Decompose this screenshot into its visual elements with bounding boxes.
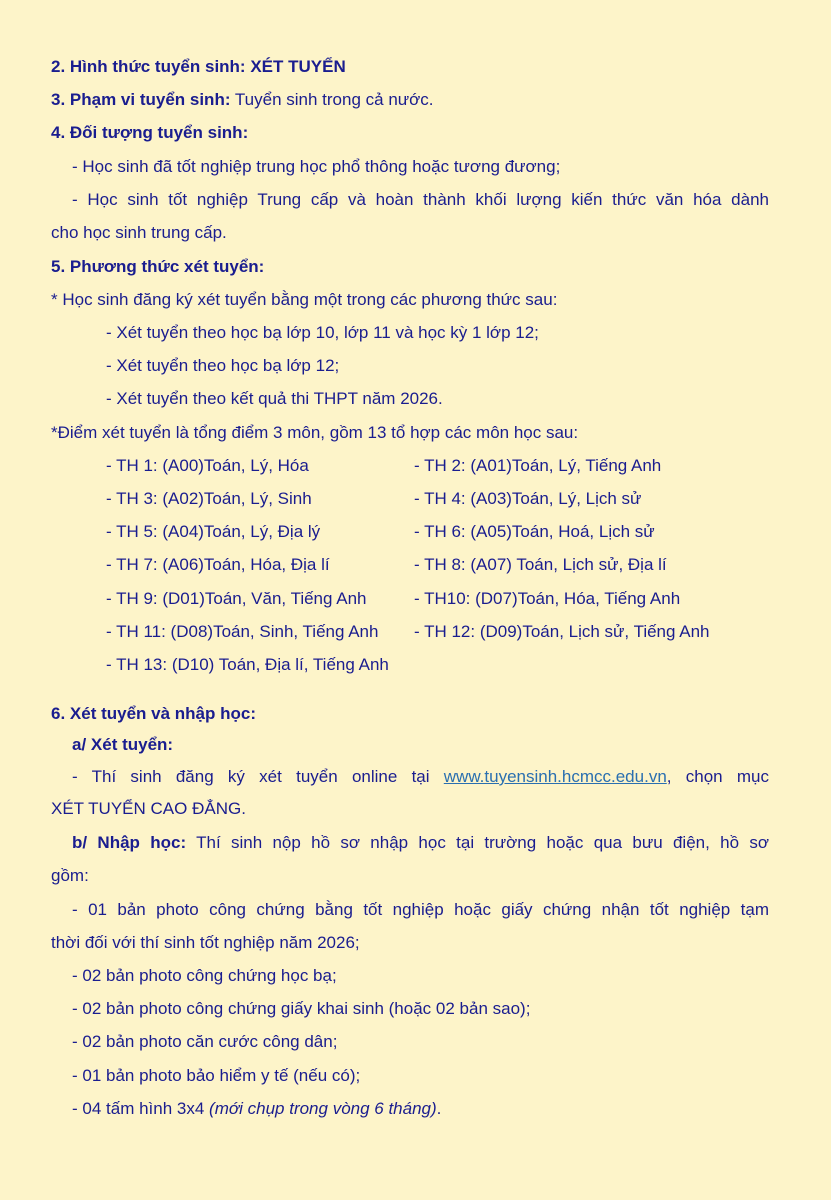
- section-5-intro: * Học sinh đăng ký xét tuyển bằng một trong các phương thức sau:: [51, 290, 558, 309]
- subsection-a-text-post: , chọn mục: [666, 767, 769, 786]
- document-item-1-line-2: thời đối với thí sinh tốt nghiệp năm 2026;: [51, 933, 360, 952]
- combo-item: - TH 4: (A03)Toán, Lý, Lịch sử: [414, 489, 642, 508]
- subsection-a-text-pre: - Thí sinh đăng ký xét tuyển online tại: [72, 767, 444, 786]
- score-intro: *Điểm xét tuyển là tổng điểm 3 môn, gồm 13 tổ hợp các môn học sau:: [51, 423, 579, 442]
- method-item: - Xét tuyển theo học bạ lớp 12;: [106, 356, 340, 375]
- section-4-item-1: - Học sinh đã tốt nghiệp trung học phổ thông hoặc tương đương;: [72, 157, 561, 176]
- registration-link[interactable]: www.tuyensinh.hcmcc.edu.vn: [443, 767, 667, 786]
- document-item-photo: [72, 1099, 441, 1119]
- subsection-b-text: Thí sinh nộp hồ sơ nhập học tại trường hoặc qua bưu điện, hồ sơ: [186, 833, 769, 852]
- combo-item: - TH 12: (D09)Toán, Lịch sử, Tiếng Anh: [414, 622, 710, 641]
- section-5-heading: 5. Phương thức xét tuyển:: [51, 257, 265, 276]
- combo-item: - TH 5: (A04)Toán, Lý, Địa lý: [106, 522, 321, 541]
- section-4-item-2-line-1: - Học sinh tốt nghiệp Trung cấp và hoàn thành khối lượng kiến thức văn hóa dành: [72, 190, 769, 209]
- combo-item: - TH 11: (D08)Toán, Sinh, Tiếng Anh: [106, 622, 379, 641]
- subsection-a-text-line-2: XÉT TUYỂN CAO ĐẲNG.: [51, 799, 246, 818]
- combo-item: - TH 1: (A00)Toán, Lý, Hóa: [106, 456, 309, 475]
- subsection-b-heading: b/ Nhập học:: [72, 833, 187, 852]
- section-3-text: Tuyển sinh trong cả nước.: [230, 90, 434, 109]
- section-4-item-2-line-2: cho học sinh trung cấp.: [51, 223, 227, 242]
- combo-item: - TH 8: (A07) Toán, Lịch sử, Địa lí: [414, 555, 667, 574]
- section-3-heading: 3. Phạm vi tuyển sinh:: [51, 90, 231, 109]
- combo-item: - TH 3: (A02)Toán, Lý, Sinh: [106, 489, 312, 508]
- section-2-heading: 2. Hình thức tuyển sinh: XÉT TUYỂN: [51, 57, 346, 76]
- subsection-b-text-line-2: gồm:: [51, 866, 89, 885]
- section-4-heading: 4. Đối tượng tuyển sinh:: [51, 123, 249, 142]
- document-item-photo-end: .: [436, 1099, 442, 1118]
- subsection-b: [72, 833, 769, 853]
- combo-item: - TH 2: (A01)Toán, Lý, Tiếng Anh: [414, 456, 662, 475]
- combo-item: - TH 13: (D10) Toán, Địa lí, Tiếng Anh: [106, 655, 389, 674]
- combo-item: - TH 9: (D01)Toán, Văn, Tiếng Anh: [106, 589, 367, 608]
- document-item-photo-note: (mới chụp trong vòng 6 tháng): [209, 1099, 437, 1118]
- document-item: - 02 bản photo căn cước công dân;: [72, 1032, 338, 1051]
- section-3: [51, 90, 434, 110]
- document-item-photo-text: - 04 tấm hình 3x4: [72, 1099, 210, 1118]
- combo-item: - TH 7: (A06)Toán, Hóa, Địa lí: [106, 555, 330, 574]
- section-6-heading: 6. Xét tuyển và nhập học:: [51, 704, 256, 723]
- subsection-a-text: [72, 767, 769, 787]
- method-item: - Xét tuyển theo kết quả thi THPT năm 2026.: [106, 389, 443, 408]
- document-item: - 02 bản photo công chứng giấy khai sinh (hoặc 02 bản sao);: [72, 999, 531, 1018]
- combo-item: - TH10: (D07)Toán, Hóa, Tiếng Anh: [414, 589, 681, 608]
- subsection-a-heading: a/ Xét tuyển:: [72, 735, 174, 754]
- document-item-1-line-1: - 01 bản photo công chứng bằng tốt nghiệp hoặc giấy chứng nhận tốt nghiệp tạm: [72, 900, 769, 919]
- combo-item: - TH 6: (A05)Toán, Hoá, Lịch sử: [414, 522, 655, 541]
- method-item: - Xét tuyển theo học bạ lớp 10, lớp 11 và học kỳ 1 lớp 12;: [106, 323, 539, 342]
- document-item: - 02 bản photo công chứng học bạ;: [72, 966, 337, 985]
- document-item: - 01 bản photo bảo hiểm y tế (nếu có);: [72, 1066, 361, 1085]
